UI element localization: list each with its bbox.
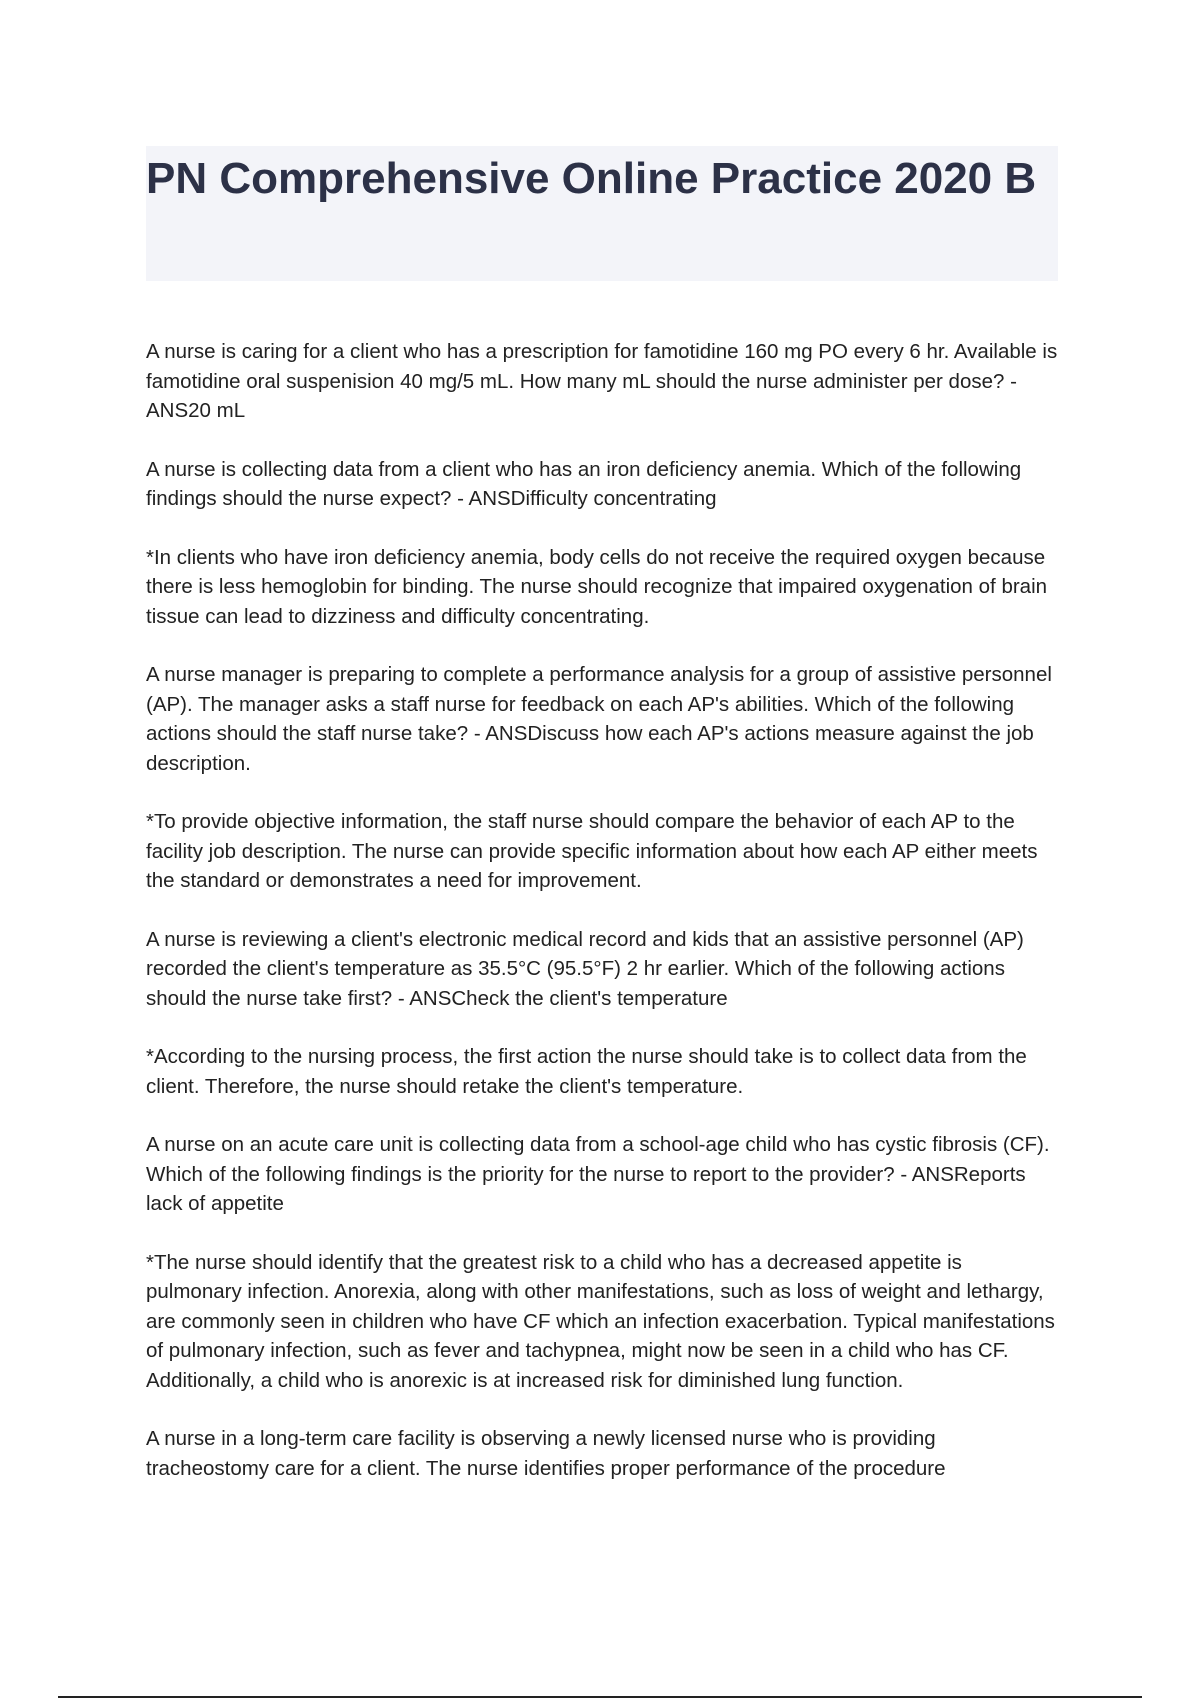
- question-paragraph: A nurse is collecting data from a client who has an iron deficiency anemia. Which of the following findings should the nurse expect? - ANSDifficulty concentrating: [146, 457, 1022, 510]
- rationale-paragraph: *According to the nursing process, the first action the nurse should take is to collect data from the client. Therefore, the nurse should retake the client's temperature.: [146, 1045, 1027, 1098]
- page-bottom-divider: [58, 1696, 1142, 1698]
- rationale-paragraph: *To provide objective information, the staff nurse should compare the behavior of each AP to the facility job description. The nurse can provide specific information about how each AP either meets the standard or demonstrates a need for improvement.: [146, 810, 1038, 892]
- rationale-paragraph: *The nurse should identify that the greatest risk to a child who has a decreased appetite is pulmonary infection. Anorexia, along with other manifestations, such as loss of weight and lethargy, are commonly seen in children who have CF which an infection exacerbation. Typical manifestations of pulmonary infection, such as fever and tachypnea, might now be seen in a child who has CF. Additionally, a child who is anorexic is at increased risk for diminished lung function.: [146, 1250, 1055, 1392]
- question-paragraph: A nurse in a long-term care facility is observing a newly licensed nurse who is providing tracheostomy care for a client. The nurse identifies proper performance of the procedure: [146, 1427, 946, 1480]
- question-paragraph: A nurse on an acute care unit is collecting data from a school-age child who has cystic fibrosis (CF). Which of the following findings is the priority for the nurse to report to the provider? - ANSReports lack of appetite: [146, 1133, 1050, 1215]
- rationale-paragraph: *In clients who have iron deficiency anemia, body cells do not receive the required oxygen because there is less hemoglobin for binding. The nurse should recognize that impaired oxygenation of brain tissue can lead to dizziness and difficulty concentrating.: [146, 545, 1048, 628]
- question-paragraph: A nurse is reviewing a client's electronic medical record and kids that an assistive personnel (AP) recorded the client's temperature as 35.5°C (95.5°F) 2 hr earlier. Which of the following actions should the nurse take first? - ANSCheck the client's temperature: [146, 927, 1024, 1010]
- document-title: PN Comprehensive Online Practice 2020 B: [146, 154, 1037, 203]
- title-banner: [146, 146, 1058, 281]
- question-paragraph: A nurse manager is preparing to complete a performance analysis for a group of assistive personnel (AP). The manager asks a staff nurse for feedback on each AP's abilities. Which of the following actions should the staff nurse take? - ANSDiscuss how each AP's actions measure against the job description.: [146, 663, 1052, 775]
- document-body: [146, 337, 1061, 1512]
- question-paragraph: A nurse is caring for a client who has a prescription for famotidine 160 mg PO every 6 hr. Available is famotidine oral suspenision 40 mg/5 mL. How many mL should the nurse administer per dose? - ANS20 mL: [146, 340, 1058, 422]
